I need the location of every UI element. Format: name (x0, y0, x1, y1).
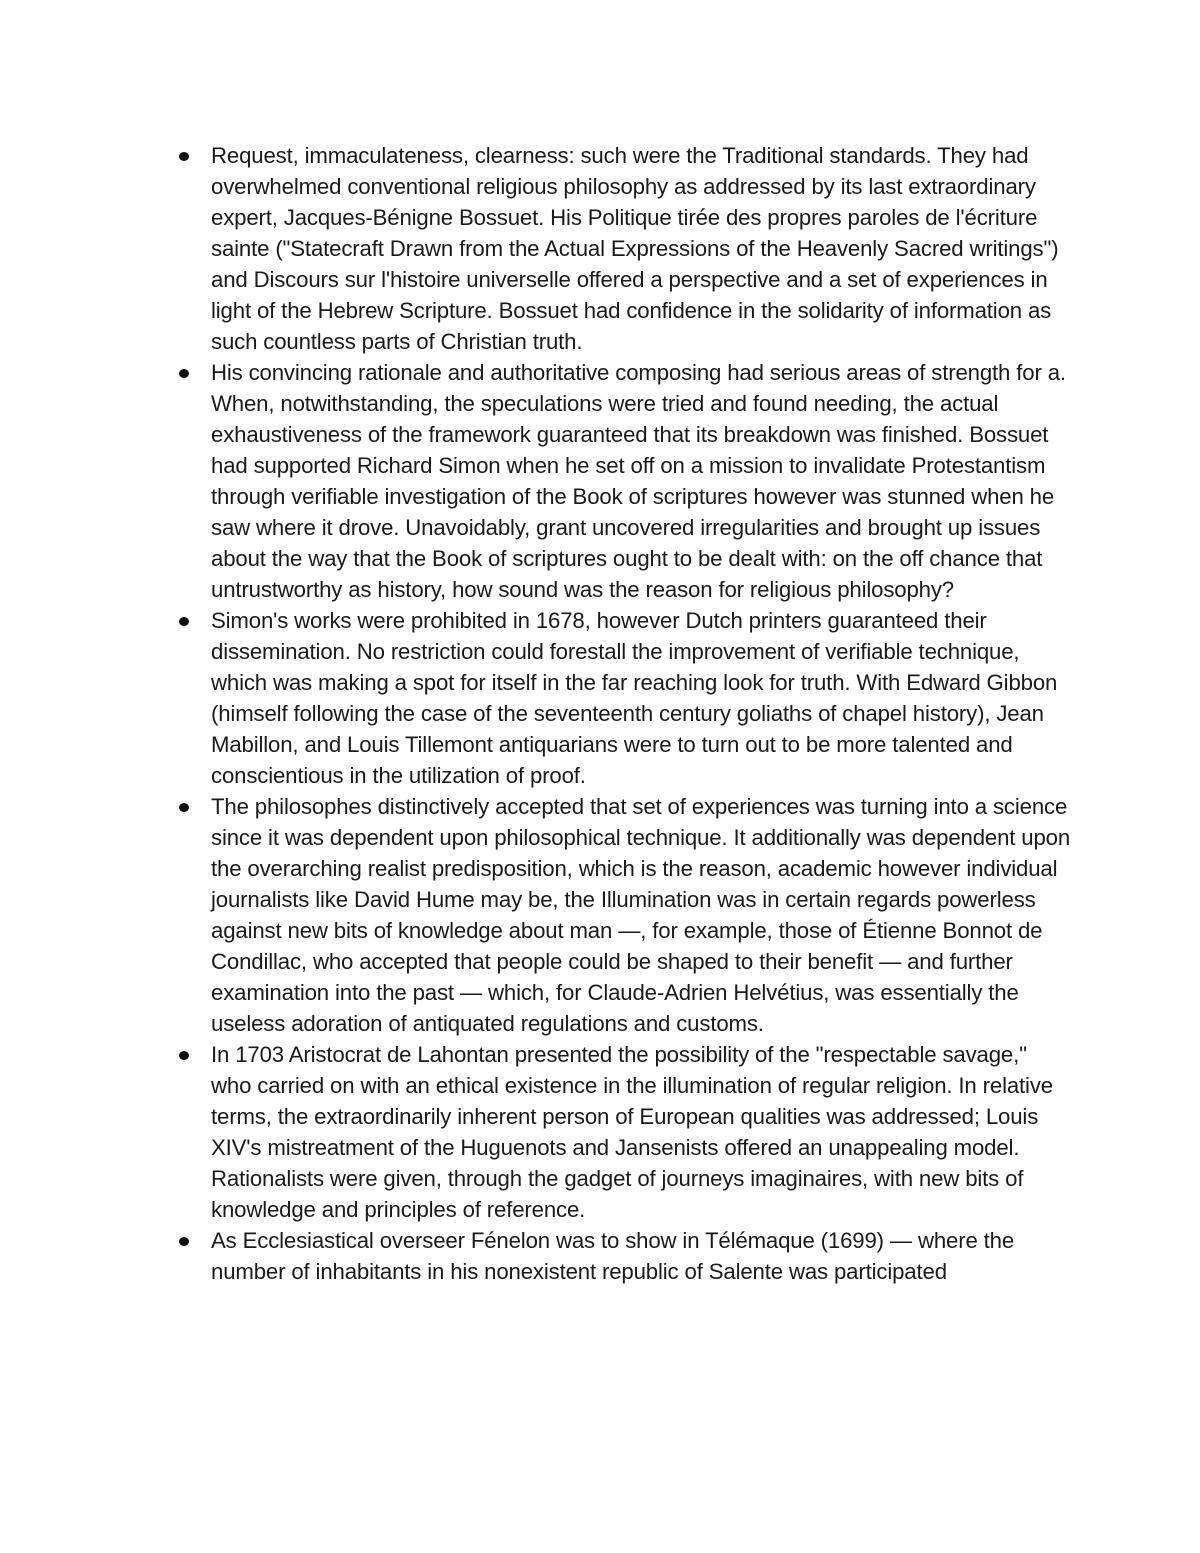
bullet-dot-icon (179, 369, 189, 378)
bullet-dot-icon (179, 617, 189, 626)
list-item (172, 140, 1072, 357)
list-item-text: The philosophes distinctively accepted that set of experiences was turning into a science since it was dependent upon philosophical technique. It additionally was dependent upon the overarching realist predisposition, which is the reason, academic however individual journalists like David Hume may be, the Illumination was in certain regards powerless against new bits of knowledge about man —, for example, those of Étienne Bonnot de Condillac, who accepted that people could be shaped to their benefit — and further examination into the past — which, for Claude-Adrien Helvétius, was essentially the useless adoration of antiquated regulations and customs. (211, 794, 1071, 1036)
bullet-dot-icon (179, 1051, 189, 1060)
list-item-text: Request, immaculateness, clearness: such were the Traditional standards. They had overwhelmed conventional religious philosophy as addressed by its last extraordinary expert, Jacques-Bénigne Bossuet. His Politique tirée des propres paroles de l'écriture sainte ("Statecraft Drawn from the Actual Expressions of the Heavenly Sacred writings") and Discours sur l'histoire universelle offered a perspective and a set of experiences in light of the Hebrew Scripture. Bossuet had confidence in the solidarity of information as such countless parts of Christian truth. (211, 143, 1059, 354)
list-item-text: Simon's works were prohibited in 1678, however Dutch printers guaranteed their dissemination. No restriction could forestall the improvement of verifiable technique, which was making a spot for itself in the far reaching look for truth. With Edward Gibbon (himself following the case of the seventeenth century goliaths of chapel history), Jean Mabillon, and Louis Tillemont antiquarians were to turn out to be more talented and conscientious in the utilization of proof. (211, 608, 1058, 788)
list-item (172, 605, 1072, 791)
list-item (172, 791, 1072, 1039)
bullet-dot-icon (179, 803, 189, 812)
list-item-text: In 1703 Aristocrat de Lahontan presented the possibility of the "respectable savage," who carried on with an ethical existence in the illumination of regular religion. In relative terms, the extraordinarily inherent person of European qualities was addressed; Louis XIV's mistreatment of the Huguenots and Jansenists offered an unappealing model. Rationalists were given, through the gadget of journeys imaginaires, with new bits of knowledge and principles of reference. (211, 1042, 1053, 1222)
list-item-text: His convincing rationale and authoritative composing had serious areas of strength for a. When, notwithstanding, the speculations were tried and found needing, the actual exhaustiveness of the framework guaranteed that its breakdown was finished. Bossuet had supported Richard Simon when he set off on a mission to invalidate Protestantism through verifiable investigation of the Book of scriptures however was stunned when he saw where it drove. Unavoidably, grant uncovered irregularities and brought up issues about the way that the Book of scriptures ought to be dealt with: on the off chance that untrustworthy as history, how sound was the reason for religious philosophy? (211, 360, 1066, 602)
bullet-list (172, 140, 1072, 1287)
bullet-dot-icon (179, 1237, 189, 1246)
list-item-text: As Ecclesiastical overseer Fénelon was to show in Télémaque (1699) — where the number of inhabitants in his nonexistent republic of Salente was participated (211, 1228, 1015, 1284)
bullet-dot-icon (179, 152, 189, 161)
list-item (172, 1225, 1072, 1287)
list-item (172, 357, 1072, 605)
list-item (172, 1039, 1072, 1225)
